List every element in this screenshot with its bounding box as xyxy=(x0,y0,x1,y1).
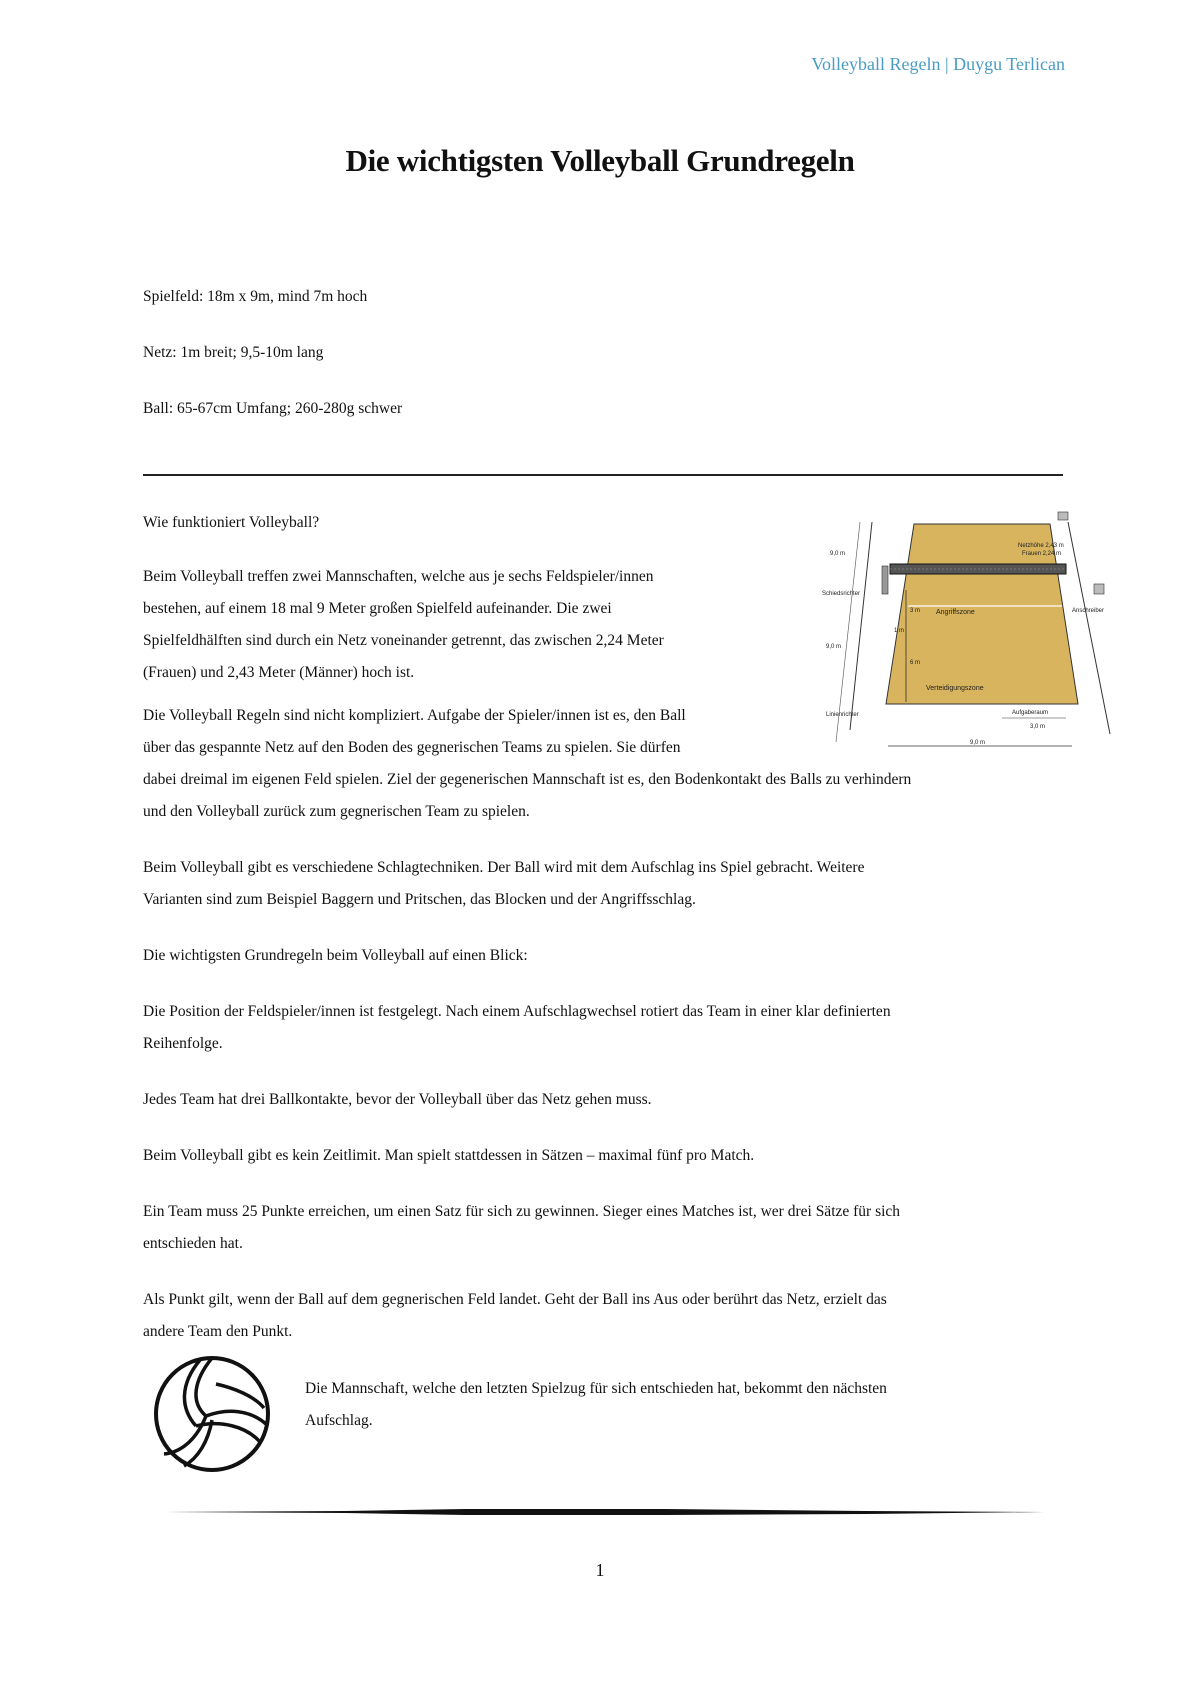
techniques-line-1: Beim Volleyball gibt es verschiedene Schlagtechniken. Der Ball wird mit dem Aufschlag ins Spiel gebracht. Weitere xyxy=(143,859,865,876)
spec-field: Spielfeld: 18m x 9m, mind 7m hoch xyxy=(143,288,368,305)
intro-line-4: (Frauen) und 2,43 Meter (Männer) hoch ist. xyxy=(143,664,415,681)
diagram-side-top-label: 9,0 m xyxy=(830,551,846,557)
running-header: Volleyball Regeln | Duygu Terlican xyxy=(811,54,1065,74)
intro-line-3: Spielfeldhälften sind durch ein Netz voneinander getrennt, das zwischen 2,24 Meter xyxy=(143,632,664,649)
rule-serve-line-1: Die Mannschaft, welche den letzten Spielzug für sich entschieden hat, bekommt den nächsten xyxy=(305,1380,887,1397)
page-title: Die wichtigsten Volleyball Grundregeln xyxy=(345,143,855,178)
diagram-bottom-width-label: 9,0 m xyxy=(970,740,986,746)
rule-time: Beim Volleyball gibt es kein Zeitlimit. Man spielt stattdessen in Sätzen – maximal fünf pro Match. xyxy=(143,1147,755,1164)
diagram-line-judge-label: Linienrichter xyxy=(826,712,859,718)
page-number: 1 xyxy=(595,1560,605,1580)
diagram-net-height-label: Netzhöhe 2,43 m xyxy=(1018,543,1064,549)
rule-out-line-2: andere Team den Punkt. xyxy=(143,1323,293,1340)
rule-points-line-2: entschieden hat. xyxy=(143,1235,243,1252)
rules-intro-line-4: und den Volleyball zurück zum gegnerischen Team zu spielen. xyxy=(143,803,530,820)
rule-serve-line-2: Aufschlag. xyxy=(305,1412,373,1429)
diagram-scorer-label: Anschreiber xyxy=(1072,608,1105,614)
rule-contacts: Jedes Team hat drei Ballkontakte, bevor der Volleyball über das Netz gehen muss. xyxy=(143,1091,652,1108)
rules-intro-line-1: Die Volleyball Regeln sind nicht kompliziert. Aufgabe der Spieler/innen ist es, den Ball xyxy=(143,707,686,724)
diagram-net-height-women-label: Frauen 2,24 m xyxy=(1022,551,1062,557)
rules-intro-line-3: dabei dreimal im eigenen Feld spielen. Ziel der gegenerischen Mannschaft ist es, den Bodenkontakt des Balls zu verhindern xyxy=(143,771,912,788)
rule-position-line-2: Reihenfolge. xyxy=(143,1035,223,1052)
rule-points-line-1: Ein Team muss 25 Punkte erreichen, um einen Satz für sich zu gewinnen. Sieger eines Matches ist, wer drei Sätze für sich xyxy=(143,1203,901,1220)
volleyball-court-diagram xyxy=(822,508,1118,754)
diagram-side-length-label: 9,0 m xyxy=(826,644,842,650)
section-question: Wie funktioniert Volleyball? xyxy=(143,514,320,531)
section-divider xyxy=(143,474,1063,476)
diagram-serve-width-label: 3,0 m xyxy=(1030,724,1046,730)
diagram-one-m-label: 1 m xyxy=(894,628,905,634)
footer-divider xyxy=(165,1508,1045,1516)
techniques-line-2: Varianten sind zum Beispiel Baggern und Pritschen, das Blocken und der Angriffsschlag. xyxy=(143,891,696,908)
diagram-three-m-label: 3 m xyxy=(910,608,921,614)
diagram-attack-zone-label: Angriffszone xyxy=(936,609,975,616)
rule-position-line-1: Die Position der Feldspieler/innen ist festgelegt. Nach einem Aufschlagwechsel rotiert das Team in einer klar definierten xyxy=(143,1003,891,1020)
spec-ball: Ball: 65-67cm Umfang; 260-280g schwer xyxy=(143,400,403,417)
rule-out-line-1: Als Punkt gilt, wenn der Ball auf dem gegnerischen Feld landet. Geht der Ball ins Aus oder berührt das Netz, erzielt das xyxy=(143,1291,887,1308)
intro-line-1: Beim Volleyball treffen zwei Mannschaften, welche aus je sechs Feldspieler/innen xyxy=(143,568,654,585)
rules-heading: Die wichtigsten Grundregeln beim Volleyball auf einen Blick: xyxy=(143,947,528,964)
intro-line-2: bestehen, auf einem 18 mal 9 Meter großen Spielfeld aufeinander. Die zwei xyxy=(143,600,612,617)
diagram-defense-zone-label: Verteidigungszone xyxy=(926,685,984,692)
volleyball-icon xyxy=(150,1350,280,1476)
rules-intro-line-2: über das gespannte Netz auf den Boden des gegnerischen Teams zu spielen. Sie dürfen xyxy=(143,739,681,756)
spec-net: Netz: 1m breit; 9,5-10m lang xyxy=(143,344,324,361)
diagram-six-m-label: 6 m xyxy=(910,660,921,666)
diagram-referee-label: Schiedsrichter xyxy=(822,591,861,597)
diagram-serve-area-label: Aufgaberaum xyxy=(1012,710,1049,716)
